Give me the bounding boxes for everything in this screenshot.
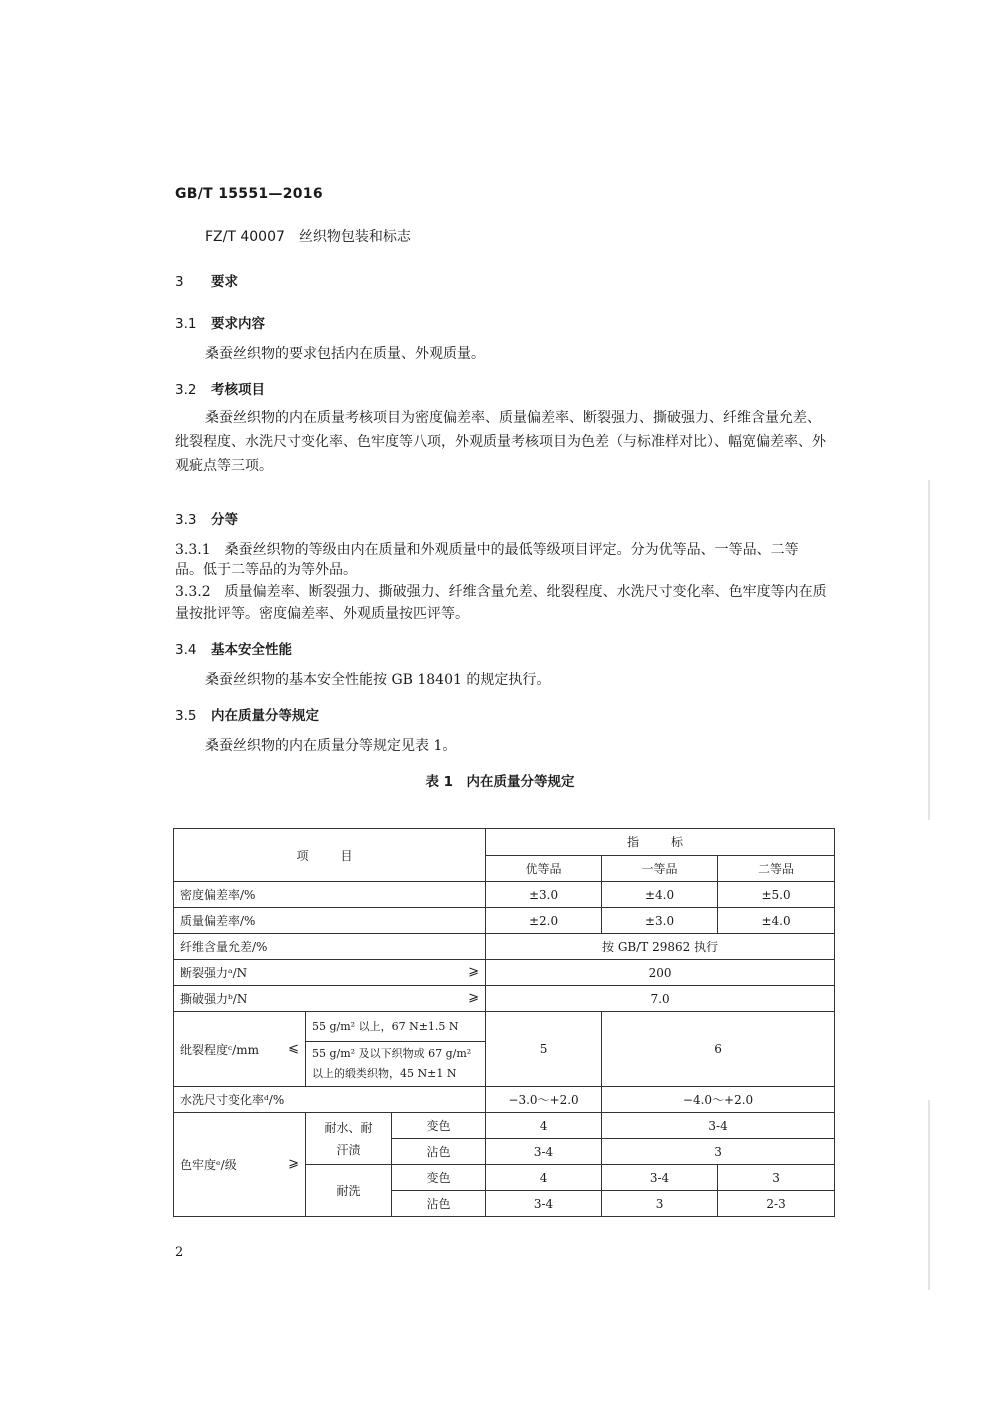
table-row (174, 882, 835, 908)
page-number: 2 (175, 1245, 184, 1260)
row-label: 水洗尺寸变化率ᵈ/% (174, 1087, 486, 1113)
section-title: 基本安全性能 (211, 642, 292, 658)
le-symbol: ⩽ (288, 1040, 299, 1056)
section-title: 要求内容 (211, 316, 265, 332)
table-row (174, 960, 835, 986)
table-cell: 3-4 (602, 1113, 835, 1139)
section-3-heading (175, 270, 238, 290)
section-3-2-heading (175, 378, 265, 398)
row-label: 质量偏差率/% (174, 908, 486, 934)
section-3-1-text: 桑蚕丝织物的要求包括内在质量、外观质量。 (205, 346, 485, 362)
table-cell: ±3.0 (602, 908, 718, 934)
section-title: 内在质量分等规定 (211, 708, 319, 724)
table-cell: 按 GB/T 29862 执行 (486, 934, 835, 960)
table-row (174, 934, 835, 960)
section-3-4-heading (175, 638, 292, 658)
table-cell: ±4.0 (602, 882, 718, 908)
fastness-sub-label: 变色 (392, 1165, 486, 1191)
section-3-5-heading (175, 704, 319, 724)
table-cell: −4.0～+2.0 (602, 1087, 835, 1113)
ge-symbol: ⩾ (288, 1156, 299, 1171)
table-cell: 3-4 (602, 1165, 718, 1191)
header-index: 指 标 (486, 829, 835, 856)
table-cell: 3 (718, 1165, 835, 1191)
section-number: 3 (175, 274, 184, 290)
section-number: 3.1 (175, 316, 197, 332)
ge-symbol: ⩾ (468, 990, 480, 1005)
table-cell: 3 (602, 1139, 835, 1165)
table-cell: ±2.0 (486, 908, 602, 934)
row-label: 密度偏差率/% (174, 882, 486, 908)
table-cell: 4 (486, 1165, 602, 1191)
row-label (174, 1012, 306, 1087)
section-3-2-line-2: 纰裂程度、水洗尺寸变化率、色牢度等八项，外观质量考核项目为色差（与标准样对比）、幅宽偏差率、外 (175, 434, 826, 450)
row-label-text: 断裂强力ᵃ/N (180, 966, 248, 980)
section-3-2-line-3: 观疵点等三项。 (175, 458, 273, 474)
table-cell: ±4.0 (718, 908, 835, 934)
table-row (174, 908, 835, 934)
table-cell: 2-3 (718, 1191, 835, 1217)
slippage-condition-2: 55 g/m² 及以下织物或 67 g/m² 以上的缎类织物，45 N±1 N (306, 1042, 486, 1087)
table-cell: 7.0 (486, 986, 835, 1012)
clause-3-3-1-line-2: 品。低于二等品的为等外品。 (175, 562, 357, 578)
scan-edge-line (928, 480, 930, 820)
reference-item (205, 226, 411, 246)
section-number: 3.2 (175, 382, 197, 398)
fastness-wash-label: 耐洗 (306, 1165, 392, 1217)
reference-title: 丝织物包装和标志 (298, 229, 411, 245)
section-3-1-heading (175, 312, 265, 332)
section-title: 分等 (211, 512, 238, 528)
fastness-water-label: 耐水、耐汗渍 (306, 1113, 392, 1165)
section-3-3-heading (175, 508, 238, 528)
clause-3-3-2-line-2: 量按批评等。密度偏差率、外观质量按匹评等。 (175, 606, 469, 622)
table-cell: ±3.0 (486, 882, 602, 908)
table-row (174, 1113, 835, 1139)
header-grade-second: 二等品 (718, 855, 835, 882)
table-cell: 3-4 (486, 1139, 602, 1165)
table-row (174, 1012, 835, 1042)
section-3-5-text: 桑蚕丝织物的内在质量分等规定见表 1。 (205, 738, 457, 754)
row-label (174, 1113, 306, 1217)
row-label (174, 986, 486, 1012)
fastness-sub-label: 沾色 (392, 1191, 486, 1217)
row-label-text: 色牢度ᵉ/级 (180, 1158, 237, 1172)
row-label-text: 撕破强力ᵇ/N (180, 992, 248, 1006)
clause-3-3-2-line-1: 3.3.2 质量偏差率、断裂强力、撕破强力、纤维含量允差、纰裂程度、水洗尺寸变化率、色牢度等内在质 (175, 584, 827, 600)
table-row (174, 1087, 835, 1113)
row-label: 纤维含量允差/% (174, 934, 486, 960)
clause-3-3-1-line-1: 3.3.1 桑蚕丝织物的等级由内在质量和外观质量中的最低等级项目评定。分为优等品、一等品、二等 (175, 542, 799, 558)
table-cell: 4 (486, 1113, 602, 1139)
header-grade-superior: 优等品 (486, 855, 602, 882)
table-cell: 6 (602, 1012, 835, 1087)
reference-code: FZ/T 40007 (205, 229, 285, 245)
table-cell: −3.0～+2.0 (486, 1087, 602, 1113)
scan-edge-line (928, 1100, 930, 1290)
table-cell: ±5.0 (718, 882, 835, 908)
row-label-text: 纰裂程度ᶜ/mm (180, 1042, 259, 1057)
section-title: 考核项目 (211, 382, 265, 398)
fastness-sub-label: 变色 (392, 1113, 486, 1139)
header-grade-first: 一等品 (602, 855, 718, 882)
fastness-sub-label: 沾色 (392, 1139, 486, 1165)
section-3-4-text: 桑蚕丝织物的基本安全性能按 GB 18401 的规定执行。 (205, 672, 551, 688)
table-cell: 3 (602, 1191, 718, 1217)
table-row (174, 986, 835, 1012)
table-cell: 3-4 (486, 1191, 602, 1217)
slippage-condition-1: 55 g/m² 以上，67 N±1.5 N (306, 1012, 486, 1042)
ge-symbol: ⩾ (468, 964, 480, 979)
section-number: 3.3 (175, 512, 197, 528)
table-caption: 表 1 内在质量分等规定 (425, 774, 575, 790)
row-label (174, 960, 486, 986)
section-title: 要求 (211, 274, 238, 290)
section-3-2-line-1: 桑蚕丝织物的内在质量考核项目为密度偏差率、质量偏差率、断裂强力、撕破强力、纤维含量允差、 (205, 410, 821, 426)
table-cell: 200 (486, 960, 835, 986)
quality-grading-table (173, 828, 835, 1217)
section-number: 3.5 (175, 708, 197, 724)
header-item: 项 目 (174, 829, 486, 882)
section-number: 3.4 (175, 642, 197, 658)
table-cell: 5 (486, 1012, 602, 1087)
standard-number: GB/T 15551—2016 (175, 186, 323, 202)
